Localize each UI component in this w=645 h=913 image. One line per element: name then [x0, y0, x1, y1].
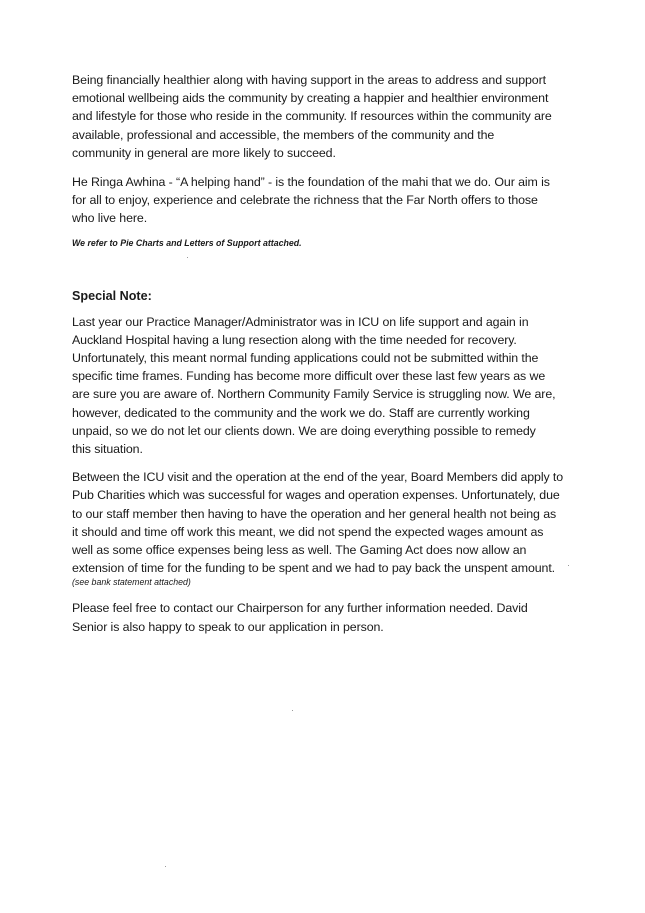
paragraph-icu-situation: Last year our Practice Manager/Administrator was in ICU on life support and again in Auckland Hospital having a lung resection along with the time needed for recovery. Unfortunately, this meant normal funding applications could not be submitted within the specific time frames. Funding has become more difficult over these last few years as we are sure you are aware of. Northern Community Family Service is struggling now. We are, however, dedicated to the community and the work we do. Staff are currently working unpaid, so we do not let our clients down. We are doing everything possible to remedy this situation. — [72, 314, 556, 457]
paragraph-pub-charities: Between the ICU visit and the operation at the end of the year, Board Members did apply to Pub Charities which was successful for wages and operation expenses. Unfortunately, due to our staff member then having to have the operation and her general health not being as it should and time off work this meant, we did not spend the expected wages amount as well as some office expenses being less as well. The Gaming Act does now allow an extension of time for the funding to be spent and we had to pay back the unspent amount. — [72, 470, 564, 576]
special-note-heading: Special Note: — [72, 288, 152, 303]
scan-speck — [292, 710, 293, 711]
paragraph-helping-hand: He Ringa Awhina - “A helping hand” - is the foundation of the mahi that we do. Our aim is for all to enjoy, experience and celebrate the richness that the Far North offers to those who live here. — [72, 175, 550, 226]
paragraph-financial-health: Being financially healthier along with having support in the areas to address and support emotional wellbeing aids the community by creating a happier and healthier environment and lifestyle for those who reside in the community. If resources within the community are available, professional and accessible, the members of the community and the community in general are more likely to succeed. — [72, 73, 552, 160]
paragraph-contact: Please feel free to contact our Chairperson for any further information needed. David Senior is also happy to speak to our application in person. — [72, 601, 528, 634]
reference-note: We refer to Pie Charts and Letters of Support attached. — [72, 237, 302, 248]
bank-statement-note: (see bank statement attached) — [72, 577, 191, 588]
scan-speck — [165, 866, 166, 867]
document-body — [72, 71, 572, 636]
scan-speck — [187, 257, 188, 258]
scan-speck — [568, 565, 569, 566]
